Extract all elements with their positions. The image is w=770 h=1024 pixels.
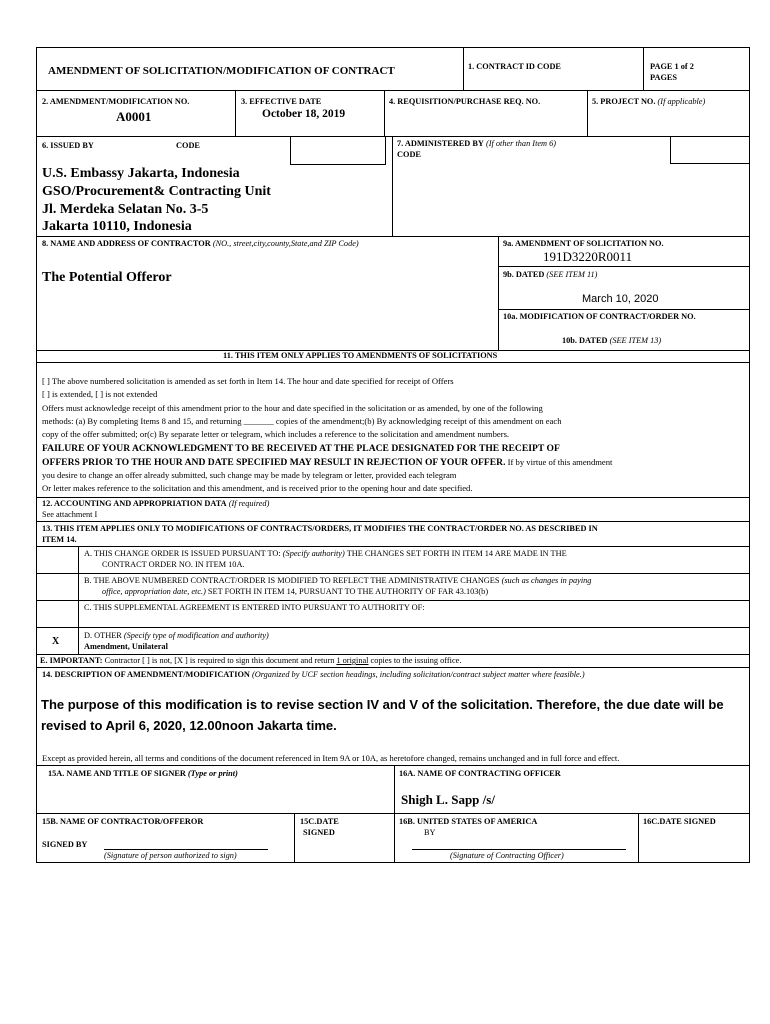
failure-line-1: FAILURE OF YOUR ACKNOWLEDGMENT TO BE RECEIVED AT THE PLACE DESIGNATED FOR THE RECEIPT OF <box>42 443 560 454</box>
item11-line-2: [ ] is extended, [ ] is not extended <box>42 389 158 399</box>
issuer-line-1: U.S. Embassy Jakarta, Indonesia <box>42 166 240 181</box>
issued-by-code-label: CODE <box>176 141 200 150</box>
item11-line-6: Or letter makes reference to the solicitation and this amendment, and is received prior to the opening hour and date specified. <box>42 483 473 493</box>
usa-16b-label-2: BY <box>424 828 436 837</box>
administered-by-label: 7. ADMINISTERED BY (If other than Item 6) <box>397 139 557 148</box>
solicitation-no-label: 9a. AMENDMENT OF SOLICITATION NO. <box>503 239 664 248</box>
administered-code-label: CODE <box>397 150 421 159</box>
requisition-label: 4. REQUISITION/PURCHASE REQ. NO. <box>389 97 541 106</box>
item11-line-3: Offers must acknowledge receipt of this amendment prior to the hour and date specified in the solicitation or as amended, by one of the following <box>42 403 543 413</box>
issued-code-box <box>290 136 386 164</box>
issued-by-label: 6. ISSUED BY <box>42 141 94 150</box>
contract-id-label: 1. CONTRACT ID CODE <box>468 62 561 71</box>
issuer-line-3: Jl. Merdeka Selatan No. 3-5 <box>42 202 209 217</box>
option-b-line-2: office, appropriation date, etc.) SET FORTH IN ITEM 14, PURSUANT TO THE AUTHORITY OF FAR 43.103(b) <box>102 587 489 596</box>
issuer-line-4: Jakarta 10110, Indonesia <box>42 219 192 234</box>
dated-9b-value: March 10, 2020 <box>582 293 659 305</box>
effective-date: October 18, 2019 <box>262 108 346 120</box>
amendment-no: A0001 <box>116 109 152 124</box>
contracting-officer-name: Shigh L. Sapp /s/ <box>401 792 495 807</box>
modification-no-label: 10a. MODIFICATION OF CONTRACT/ORDER NO. <box>503 312 696 321</box>
purpose-line-1: The purpose of this modification is to revise section IV and V of the solicitation. Therefore, the due date will be <box>41 697 724 712</box>
officer-signature-caption: (Signature of Contracting Officer) <box>450 851 564 860</box>
dated-9b-label: 9b. DATED (SEE ITEM 11) <box>503 270 598 279</box>
contractor-15b-label: 15B. NAME OF CONTRACTOR/OFFEROR <box>42 817 204 826</box>
item11-heading: 11. THIS ITEM ONLY APPLIES TO AMENDMENTS OF SOLICITATIONS <box>223 351 498 360</box>
date-15c-label-1: 15C.DATE <box>300 817 339 826</box>
project-label: 5. PROJECT NO. (If applicable) <box>592 97 706 106</box>
contractor-name: The Potential Offeror <box>42 270 172 285</box>
accounting-value: See attachment I <box>42 510 98 519</box>
except-line: Except as provided herein, all terms and conditions of the document referenced in Item 9A or 10A, as heretofore changed, remains unchanged and in full force and effect. <box>42 753 620 763</box>
option-b-line-1: B. THE ABOVE NUMBERED CONTRACT/ORDER IS MODIFIED TO REFLECT THE ADMINISTRATIVE CHANGES (such as changes in paying <box>84 576 592 585</box>
amendment-no-label: 2. AMENDMENT/MODIFICATION NO. <box>42 97 190 106</box>
item11-line-5: copy of the offer submitted; or(c) By separate letter or telegram, which includes a reference to the solicitation and amendment numbers. <box>42 429 510 439</box>
description-label: 14. DESCRIPTION OF AMENDMENT/MODIFICATION (Organized by UCF section headings, including solicitation/contract subject matter where feasible.) <box>42 670 585 679</box>
issuer-line-2: GSO/Procurement& Contracting Unit <box>42 184 271 199</box>
date-16c-label: 16C.DATE SIGNED <box>643 817 716 826</box>
option-c: C. THIS SUPPLEMENTAL AGREEMENT IS ENTERED INTO PURSUANT TO AUTHORITY OF: <box>84 603 425 612</box>
option-d-line-2: Amendment, Unilateral <box>84 642 168 651</box>
officer-signature-line <box>412 849 626 850</box>
option-a-line-1: A. THIS CHANGE ORDER IS ISSUED PURSUANT TO: (Specify authority) THE CHANGES SET FORTH IN ITEM 14 ARE MADE IN THE <box>84 549 567 558</box>
page-label: PAGE 1 of 2 <box>650 62 694 71</box>
effective-date-label: 3. EFFECTIVE DATE <box>241 97 322 106</box>
amendment-form <box>36 47 750 863</box>
important-line: E. IMPORTANT: Contractor [ ] is not, [X ] is required to sign this document and return 1 original copies to the issuing office. <box>40 656 462 665</box>
contractor-signature-line <box>104 849 268 850</box>
failure-line-2: OFFERS PRIOR TO THE HOUR AND DATE SPECIFIED MAY RESULT IN REJECTION OF YOUR OFFER. If by virtue of this amendment <box>42 457 613 468</box>
item13-heading-2: ITEM 14. <box>42 535 77 544</box>
officer-16a-label: 16A. NAME OF CONTRACTING OFFICER <box>399 769 561 778</box>
form-title: AMENDMENT OF SOLICITATION/MODIFICATION OF CONTRACT <box>48 65 395 77</box>
contractor-label: 8. NAME AND ADDRESS OF CONTRACTOR (NO., street,city,county,State,and ZIP Code) <box>42 239 359 248</box>
item13-heading-1: 13. THIS ITEM APPLIES ONLY TO MODIFICATIONS OF CONTRACTS/ORDERS, IT MODIFIES THE CONTRACT/ORDER NO. AS DESCRIBED IN <box>42 524 598 533</box>
pages-label: PAGES <box>650 73 678 82</box>
dated-10b-label: 10b. DATED (SEE ITEM 13) <box>562 336 662 345</box>
option-d-line-1: D. OTHER (Specify type of modification and authority) <box>84 631 269 640</box>
usa-16b-label-1: 16B. UNITED STATES OF AMERICA <box>399 817 538 826</box>
signed-by-label: SIGNED BY <box>42 840 88 849</box>
failure-line-3: you desire to change an offer already submitted, such change may be made by telegram or letter, provided each telegram <box>42 470 457 480</box>
purpose-line-2: revised to April 6, 2020, 12.00noon Jakarta time. <box>41 718 337 733</box>
item11-line-1: [ ] The above numbered solicitation is amended as set forth in Item 14. The hour and date specified for receipt of Offers <box>42 376 454 386</box>
signer-15a-label: 15A. NAME AND TITLE OF SIGNER (Type or print) <box>48 769 238 778</box>
item11-line-4: methods: (a) By completing Items 8 and 15, and returning _______ copies of the amendment;(b) By acknowledging receipt of this amendment on each <box>42 416 562 426</box>
solicitation-no: 191D3220R0011 <box>543 249 633 264</box>
administered-code-box <box>670 136 750 164</box>
date-15c-label-2: SIGNED <box>303 828 335 837</box>
accounting-label: 12. ACCOUNTING AND APPROPRIATION DATA (If required) <box>42 499 270 508</box>
contractor-signature-caption: (Signature of person authorized to sign) <box>104 851 237 860</box>
option-a-line-2: CONTRACT ORDER NO. IN ITEM 10A. <box>102 560 245 569</box>
option-d-mark: X <box>52 636 60 647</box>
